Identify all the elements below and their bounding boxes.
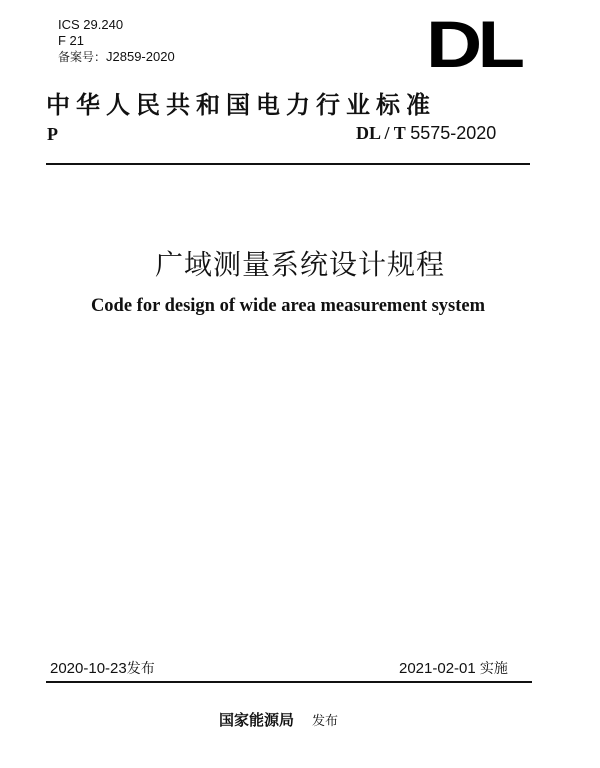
record-number [58,49,175,65]
ccs-code-text: F 21 [58,33,85,48]
publisher-action: 发布 [312,714,339,729]
title-zh: 广域测量系统设计规程 [154,248,445,281]
issue-date [50,658,155,678]
title-en: Code for design of wide area measurement system [90,296,486,316]
implement-date-value: 2021-02-01 [399,660,476,677]
standard-code-number: 5575 [410,123,451,143]
standard-code [356,123,496,144]
header-divider [46,163,530,165]
standard-code-year: 2020 [456,123,497,143]
ics-code [58,17,123,33]
record-label: 备案号： [58,50,107,64]
dl-logo: DL [426,7,521,81]
issue-date-label: 发布 [126,661,155,677]
issue-date-value: 2020-10-23 [50,660,127,677]
standard-code-sep: - [450,123,457,143]
category-code: P [47,124,58,144]
record-number-value: J2859-2020 [106,49,175,64]
standard-code-prefix: DL / T [356,123,406,143]
implement-date-label: 实施 [479,661,508,677]
footer-divider [46,681,532,683]
ccs-code [58,33,84,49]
implement-date [399,658,508,678]
standard-type: 中华人民共和国电力行业标准 [46,91,436,119]
ics-code-text: ICS 29.240 [58,17,124,32]
publisher-name: 国家能源局 [219,711,295,729]
publisher [219,709,338,730]
